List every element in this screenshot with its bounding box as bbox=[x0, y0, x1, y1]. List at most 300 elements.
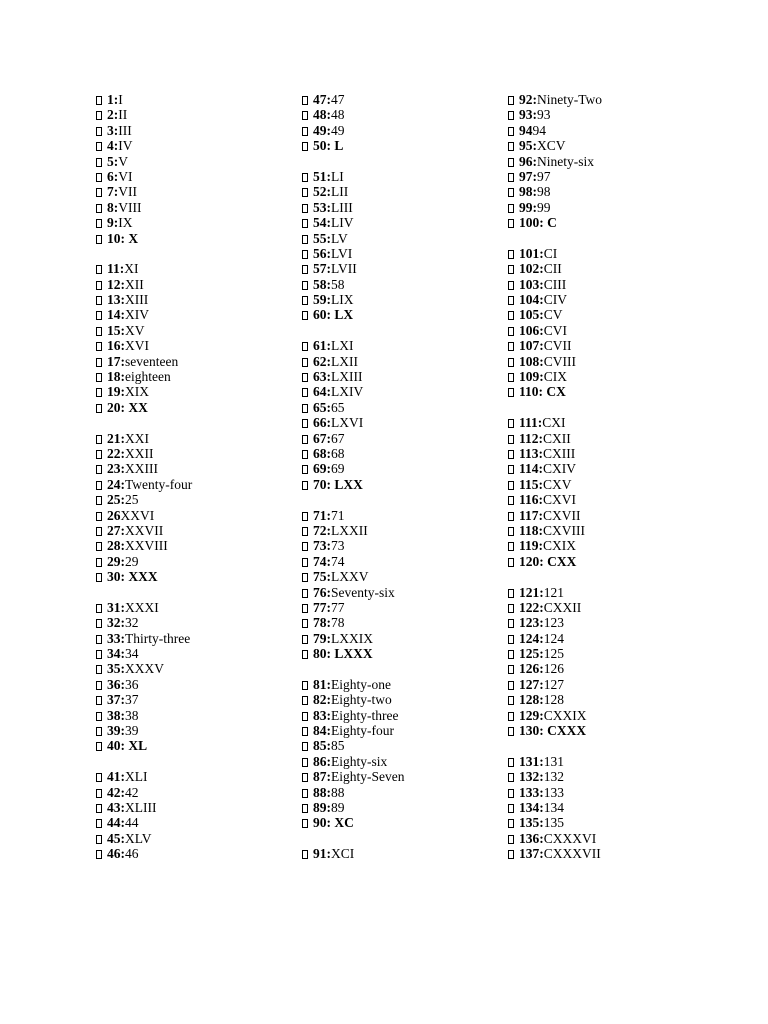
checkbox-square-icon bbox=[508, 158, 514, 167]
checkbox-square-icon bbox=[96, 527, 102, 536]
checkbox-square-icon bbox=[302, 204, 308, 213]
checkbox-square-icon bbox=[302, 342, 308, 351]
list-item bbox=[96, 708, 296, 723]
list-item bbox=[508, 431, 708, 446]
item-value: 46 bbox=[125, 846, 139, 862]
item-value: Seventy-six bbox=[331, 584, 395, 600]
list-item bbox=[508, 815, 708, 830]
checkbox-square-icon bbox=[508, 219, 514, 228]
list-item bbox=[302, 569, 502, 584]
checkbox-square-icon bbox=[302, 188, 308, 197]
checkbox-square-icon bbox=[96, 358, 102, 367]
item-value: seventeen bbox=[125, 353, 179, 369]
item-value: 99 bbox=[537, 199, 551, 215]
checkbox-square-icon bbox=[508, 296, 514, 305]
item-number: 109: bbox=[519, 369, 544, 385]
item-value: Thirty-three bbox=[125, 630, 191, 646]
list-item bbox=[508, 415, 708, 430]
list-item bbox=[508, 154, 708, 169]
list-item bbox=[302, 692, 502, 707]
item-value: VIII bbox=[118, 199, 142, 215]
item-number: 54: bbox=[313, 215, 331, 231]
checkbox-square-icon bbox=[96, 696, 102, 705]
item-value: LIV bbox=[331, 215, 354, 231]
list-item bbox=[302, 400, 502, 415]
item-value: XXVI bbox=[120, 507, 155, 523]
item-number: 69: bbox=[313, 461, 331, 477]
item-value: LXVI bbox=[331, 415, 364, 431]
list-item bbox=[96, 154, 296, 169]
column-3 bbox=[508, 92, 708, 862]
item-value: 71 bbox=[331, 507, 345, 523]
checkbox-square-icon bbox=[508, 250, 514, 259]
list-item bbox=[508, 169, 708, 184]
item-value: CXXII bbox=[543, 599, 582, 615]
list-item bbox=[96, 184, 296, 199]
item-value: 128 bbox=[543, 692, 564, 708]
item-number: 114: bbox=[519, 461, 544, 477]
item-value: III bbox=[118, 122, 132, 138]
checkbox-square-icon bbox=[508, 127, 514, 136]
checkbox-square-icon bbox=[508, 450, 514, 459]
list-item bbox=[302, 446, 502, 461]
checkbox-square-icon bbox=[508, 804, 514, 813]
item-value: 77 bbox=[331, 599, 345, 615]
list-item bbox=[96, 138, 296, 153]
item-value: CXX bbox=[543, 553, 577, 569]
list-item bbox=[508, 646, 708, 661]
list-item bbox=[302, 231, 502, 246]
list-item bbox=[96, 477, 296, 492]
checkbox-square-icon bbox=[96, 665, 102, 674]
item-number: 124: bbox=[519, 630, 544, 646]
list-item bbox=[302, 646, 502, 661]
item-value: 34 bbox=[125, 646, 139, 662]
item-number: 135: bbox=[519, 815, 544, 831]
item-value: 39 bbox=[125, 723, 139, 739]
item-value: CXIV bbox=[543, 461, 577, 477]
group-spacer bbox=[96, 246, 296, 261]
list-item bbox=[96, 92, 296, 107]
item-number: 6: bbox=[107, 168, 119, 184]
checkbox-square-icon bbox=[302, 388, 308, 397]
checkbox-square-icon bbox=[302, 311, 308, 320]
list-item bbox=[302, 600, 502, 615]
item-number: 46: bbox=[107, 846, 125, 862]
checkbox-square-icon bbox=[96, 619, 102, 628]
item-value: LXI bbox=[331, 338, 354, 354]
list-item bbox=[96, 508, 296, 523]
list-item bbox=[96, 646, 296, 661]
item-number: 25: bbox=[107, 492, 125, 508]
checkbox-square-icon bbox=[508, 358, 514, 367]
list-item bbox=[302, 477, 502, 492]
group-spacer bbox=[508, 400, 708, 415]
item-number: 16: bbox=[107, 338, 125, 354]
list-item bbox=[508, 785, 708, 800]
item-number: 36: bbox=[107, 676, 125, 692]
checkbox-square-icon bbox=[96, 96, 102, 105]
item-value: XLI bbox=[125, 769, 148, 785]
item-value: X bbox=[125, 230, 139, 246]
list-item bbox=[96, 200, 296, 215]
item-number: 104: bbox=[519, 292, 544, 308]
item-value: XXII bbox=[125, 445, 154, 461]
checkbox-square-icon bbox=[96, 388, 102, 397]
item-number: 56: bbox=[313, 245, 331, 261]
item-value: Eighty-one bbox=[331, 676, 391, 692]
list-item bbox=[96, 569, 296, 584]
checkbox-square-icon bbox=[96, 188, 102, 197]
checkbox-square-icon bbox=[302, 465, 308, 474]
list-item bbox=[302, 723, 502, 738]
list-item bbox=[96, 107, 296, 122]
item-number: 128: bbox=[519, 692, 544, 708]
item-number: 4: bbox=[107, 138, 119, 154]
item-value: 78 bbox=[331, 615, 345, 631]
list-item bbox=[96, 831, 296, 846]
checkbox-square-icon bbox=[508, 435, 514, 444]
checkbox-square-icon bbox=[96, 727, 102, 736]
checkbox-square-icon bbox=[96, 465, 102, 474]
item-value: CI bbox=[543, 245, 558, 261]
item-value: 65 bbox=[331, 399, 345, 415]
checkbox-square-icon bbox=[508, 281, 514, 290]
list-item bbox=[96, 369, 296, 384]
checkbox-square-icon bbox=[302, 435, 308, 444]
item-number: 2: bbox=[107, 107, 119, 123]
item-number: 100: bbox=[519, 215, 544, 231]
item-value: XII bbox=[125, 276, 144, 292]
item-number: 64: bbox=[313, 384, 331, 400]
item-value: CXV bbox=[543, 476, 572, 492]
checkbox-square-icon bbox=[96, 558, 102, 567]
item-value: 135 bbox=[543, 815, 564, 831]
list-item bbox=[96, 631, 296, 646]
item-value: XXI bbox=[125, 430, 149, 446]
item-value: CIII bbox=[543, 276, 567, 292]
item-value: 97 bbox=[537, 168, 551, 184]
item-value: LXIV bbox=[331, 384, 364, 400]
list-item bbox=[302, 415, 502, 430]
item-number: 3: bbox=[107, 122, 119, 138]
item-number: 107: bbox=[519, 338, 544, 354]
checkbox-square-icon bbox=[508, 512, 514, 521]
item-number: 7: bbox=[107, 184, 119, 200]
checkbox-square-icon bbox=[508, 727, 514, 736]
item-number: 52: bbox=[313, 184, 331, 200]
group-spacer bbox=[302, 661, 502, 676]
item-number: 26 bbox=[107, 507, 121, 523]
item-value: XIV bbox=[125, 307, 149, 323]
checkbox-square-icon bbox=[302, 758, 308, 767]
list-item bbox=[508, 846, 708, 861]
list-item bbox=[302, 708, 502, 723]
item-value: 98 bbox=[537, 184, 551, 200]
list-item bbox=[96, 846, 296, 861]
item-value: XXXI bbox=[125, 599, 159, 615]
checkbox-square-icon bbox=[302, 742, 308, 751]
list-item bbox=[302, 138, 502, 153]
list-item bbox=[302, 338, 502, 353]
checkbox-square-icon bbox=[302, 173, 308, 182]
checkbox-square-icon bbox=[96, 204, 102, 213]
item-number: 127: bbox=[519, 676, 544, 692]
checkbox-square-icon bbox=[96, 681, 102, 690]
checkbox-square-icon bbox=[96, 111, 102, 120]
list-item bbox=[508, 769, 708, 784]
item-number: 87: bbox=[313, 769, 331, 785]
list-item bbox=[302, 184, 502, 199]
list-item bbox=[508, 138, 708, 153]
checkbox-square-icon bbox=[302, 265, 308, 274]
list-item bbox=[96, 723, 296, 738]
checkbox-square-icon bbox=[508, 465, 514, 474]
item-value: 132 bbox=[543, 769, 564, 785]
item-value: XXXV bbox=[125, 661, 164, 677]
item-value: XXIII bbox=[125, 461, 158, 477]
checkbox-square-icon bbox=[508, 589, 514, 598]
item-number: 53: bbox=[313, 199, 331, 215]
item-value: CXXIX bbox=[543, 707, 587, 723]
item-value: Eighty-Seven bbox=[331, 769, 405, 785]
checkbox-square-icon bbox=[302, 789, 308, 798]
list-item bbox=[508, 600, 708, 615]
item-value: CXXXVII bbox=[543, 846, 601, 862]
list-item bbox=[96, 384, 296, 399]
list-item bbox=[508, 754, 708, 769]
list-item bbox=[508, 354, 708, 369]
list-item bbox=[96, 554, 296, 569]
item-number: 57: bbox=[313, 261, 331, 277]
list-item bbox=[508, 123, 708, 138]
checkbox-square-icon bbox=[508, 342, 514, 351]
item-value: 44 bbox=[125, 815, 139, 831]
item-value: CXXX bbox=[543, 723, 587, 739]
list-item bbox=[302, 92, 502, 107]
checkbox-square-icon bbox=[302, 696, 308, 705]
checkbox-square-icon bbox=[302, 681, 308, 690]
checkbox-square-icon bbox=[96, 712, 102, 721]
item-value: 73 bbox=[331, 538, 345, 554]
item-number: 49: bbox=[313, 122, 331, 138]
item-number: 75: bbox=[313, 569, 331, 585]
list-item bbox=[96, 661, 296, 676]
item-number: 65: bbox=[313, 399, 331, 415]
checkbox-square-icon bbox=[96, 496, 102, 505]
item-number: 60: bbox=[313, 307, 331, 323]
list-item bbox=[508, 107, 708, 122]
checkbox-square-icon bbox=[96, 835, 102, 844]
list-item bbox=[302, 200, 502, 215]
item-value: 126 bbox=[543, 661, 564, 677]
checkbox-square-icon bbox=[508, 773, 514, 782]
item-number: 9: bbox=[107, 215, 119, 231]
item-number: 23: bbox=[107, 461, 125, 477]
item-number: 108: bbox=[519, 353, 544, 369]
item-number: 117: bbox=[519, 507, 544, 523]
list-item bbox=[508, 307, 708, 322]
item-value: eighteen bbox=[125, 369, 171, 385]
list-item bbox=[508, 292, 708, 307]
item-value: LII bbox=[331, 184, 349, 200]
checkbox-square-icon bbox=[508, 373, 514, 382]
item-number: 14: bbox=[107, 307, 125, 323]
list-item bbox=[96, 738, 296, 753]
list-item bbox=[508, 800, 708, 815]
item-value: CV bbox=[543, 307, 563, 323]
item-value: LXII bbox=[331, 353, 358, 369]
item-value: 29 bbox=[125, 553, 139, 569]
item-number: 27: bbox=[107, 522, 125, 538]
checkbox-square-icon bbox=[508, 542, 514, 551]
checkbox-square-icon bbox=[508, 496, 514, 505]
item-value: XIII bbox=[125, 292, 149, 308]
item-number: 99: bbox=[519, 199, 537, 215]
item-value: LXIII bbox=[331, 369, 363, 385]
list-item bbox=[96, 492, 296, 507]
list-item bbox=[302, 354, 502, 369]
item-number: 79: bbox=[313, 630, 331, 646]
item-value: XXVII bbox=[125, 522, 164, 538]
checkbox-square-icon bbox=[96, 573, 102, 582]
item-value: XI bbox=[124, 261, 139, 277]
item-number: 5: bbox=[107, 153, 119, 169]
item-value: 67 bbox=[331, 430, 345, 446]
checkbox-square-icon bbox=[508, 327, 514, 336]
item-number: 47: bbox=[313, 92, 331, 107]
checkbox-square-icon bbox=[302, 604, 308, 613]
checkbox-square-icon bbox=[508, 388, 514, 397]
item-number: 50: bbox=[313, 138, 331, 154]
item-value: XLIII bbox=[125, 799, 157, 815]
item-number: 80: bbox=[313, 646, 331, 662]
item-number: 30: bbox=[107, 569, 125, 585]
item-number: 11: bbox=[107, 261, 125, 277]
item-number: 136: bbox=[519, 830, 544, 846]
item-number: 101: bbox=[519, 245, 544, 261]
group-spacer bbox=[96, 585, 296, 600]
item-number: 22: bbox=[107, 445, 125, 461]
checkbox-square-icon bbox=[302, 281, 308, 290]
list-item bbox=[302, 677, 502, 692]
checkbox-square-icon bbox=[508, 835, 514, 844]
checkbox-square-icon bbox=[96, 435, 102, 444]
list-item bbox=[96, 215, 296, 230]
checkbox-square-icon bbox=[96, 650, 102, 659]
list-item bbox=[508, 246, 708, 261]
list-item bbox=[96, 261, 296, 276]
item-value: CIV bbox=[543, 292, 567, 308]
item-value: XX bbox=[125, 399, 148, 415]
item-number: 119: bbox=[519, 538, 544, 554]
item-value: Eighty-six bbox=[331, 753, 388, 769]
item-value: CXIX bbox=[543, 538, 577, 554]
list-item bbox=[508, 461, 708, 476]
item-value: CVI bbox=[543, 322, 567, 338]
list-item bbox=[508, 184, 708, 199]
item-value: VI bbox=[118, 168, 133, 184]
item-value: 125 bbox=[543, 646, 564, 662]
list-item bbox=[302, 431, 502, 446]
list-item bbox=[302, 785, 502, 800]
list-item bbox=[508, 277, 708, 292]
item-number: 20: bbox=[107, 399, 125, 415]
item-number: 113: bbox=[519, 445, 544, 461]
list-item bbox=[302, 631, 502, 646]
item-number: 126: bbox=[519, 661, 544, 677]
item-value: CVIII bbox=[543, 353, 576, 369]
item-value: 124 bbox=[543, 630, 564, 646]
item-number: 12: bbox=[107, 276, 125, 292]
item-number: 103: bbox=[519, 276, 544, 292]
list-item bbox=[302, 261, 502, 276]
list-item bbox=[96, 538, 296, 553]
item-value: 36 bbox=[125, 676, 139, 692]
checkbox-square-icon bbox=[96, 542, 102, 551]
list-item bbox=[508, 677, 708, 692]
column-2 bbox=[302, 92, 502, 862]
checkbox-square-icon bbox=[508, 419, 514, 428]
checkbox-square-icon bbox=[508, 604, 514, 613]
item-value: CXXXVI bbox=[543, 830, 597, 846]
list-item bbox=[302, 369, 502, 384]
checkbox-square-icon bbox=[302, 512, 308, 521]
item-number: 71: bbox=[313, 507, 331, 523]
item-number: 41: bbox=[107, 769, 125, 785]
item-number: 17: bbox=[107, 353, 125, 369]
item-number: 40: bbox=[107, 738, 125, 754]
list-item bbox=[508, 261, 708, 276]
list-item bbox=[96, 461, 296, 476]
checkbox-square-icon bbox=[302, 650, 308, 659]
item-value: Eighty-two bbox=[331, 692, 392, 708]
list-item bbox=[96, 123, 296, 138]
item-value: 123 bbox=[543, 615, 564, 631]
checkbox-square-icon bbox=[96, 342, 102, 351]
item-value: CXI bbox=[542, 415, 566, 431]
list-item bbox=[508, 831, 708, 846]
item-number: 120: bbox=[519, 553, 544, 569]
list-item bbox=[302, 277, 502, 292]
item-number: 10: bbox=[107, 230, 125, 246]
checkbox-square-icon bbox=[508, 142, 514, 151]
item-number: 97: bbox=[519, 168, 537, 184]
item-number: 62: bbox=[313, 353, 331, 369]
checkbox-square-icon bbox=[508, 204, 514, 213]
item-number: 102: bbox=[519, 261, 544, 277]
item-value: XIX bbox=[125, 384, 149, 400]
item-value: 69 bbox=[331, 461, 345, 477]
item-value: LXXV bbox=[331, 569, 369, 585]
item-number: 76: bbox=[313, 584, 331, 600]
list-item bbox=[302, 800, 502, 815]
list-item bbox=[96, 400, 296, 415]
item-number: 21: bbox=[107, 430, 125, 446]
list-item bbox=[302, 461, 502, 476]
item-number: 92: bbox=[519, 92, 537, 107]
item-value: VII bbox=[118, 184, 137, 200]
checkbox-square-icon bbox=[302, 481, 308, 490]
item-value: Ninety-Two bbox=[537, 92, 603, 107]
checkbox-square-icon bbox=[302, 142, 308, 151]
item-number: 72: bbox=[313, 522, 331, 538]
checkbox-square-icon bbox=[508, 650, 514, 659]
item-number: 91: bbox=[313, 846, 331, 862]
checkbox-square-icon bbox=[96, 235, 102, 244]
checkbox-square-icon bbox=[508, 850, 514, 859]
item-value: CIX bbox=[543, 369, 567, 385]
